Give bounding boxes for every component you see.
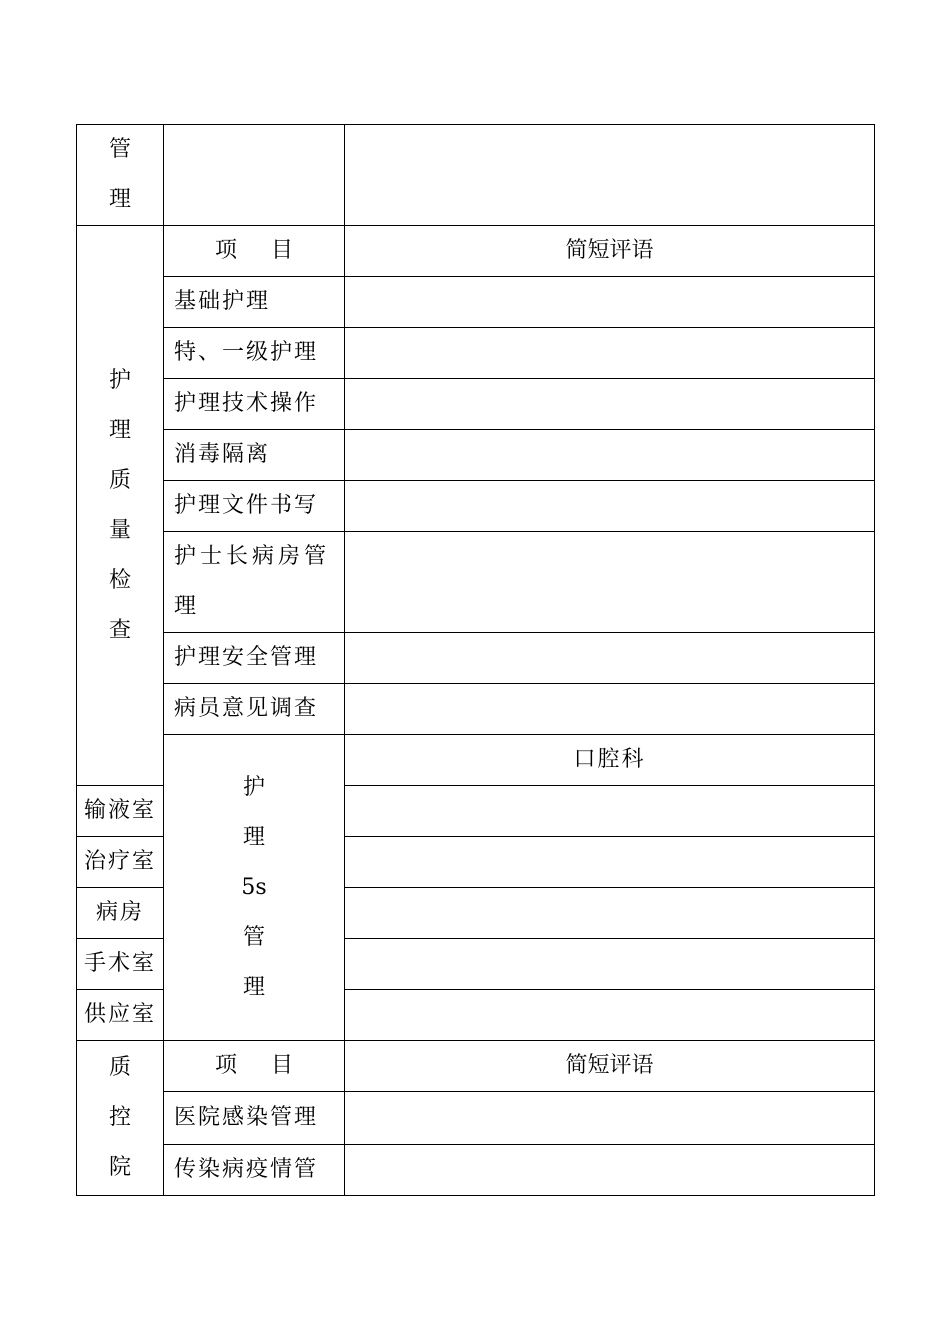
category-char: 管 [242,924,265,950]
quality-comment-input[interactable] [345,481,875,532]
five-s-item-label: 供应室 [77,990,164,1041]
qc-comment-input[interactable] [345,1145,875,1196]
category-char: 院 [108,1155,131,1180]
category-char: 理 [108,187,131,212]
quality-header-row [77,226,875,277]
table-row [77,430,875,481]
table-row [77,277,875,328]
qc-header-row [77,1041,875,1092]
five-s-comment-input[interactable] [345,888,875,939]
quality-comment-input[interactable] [345,633,875,684]
category-char: 理 [108,417,131,443]
quality-category-cell [77,226,164,786]
quality-item-label: 基础护理 [164,277,345,328]
quality-header-item [164,226,345,277]
five-s-comment-input[interactable] [345,990,875,1041]
quality-item-label: 护理安全管理 [164,633,345,684]
quality-comment-input[interactable] [345,277,875,328]
quality-comment-input[interactable] [345,430,875,481]
quality-item-label: 消毒隔离 [164,430,345,481]
qc-header-item [164,1041,345,1092]
header-item-char-b: 目 [271,238,294,263]
category-char: 理 [242,974,265,1000]
header-item-char-a: 项 [214,238,237,263]
category-char: 质 [108,467,131,493]
table-row [77,633,875,684]
quality-item-label: 病员意见调查 [164,684,345,735]
five-s-comment-input[interactable] [345,786,875,837]
five-s-item-label: 手术室 [77,939,164,990]
category-char: 检 [108,567,131,593]
table-row [77,1145,875,1196]
quality-comment-input[interactable] [345,684,875,735]
table-row [77,328,875,379]
qc-comment-input[interactable] [345,1092,875,1145]
category-char: 质 [108,1055,131,1080]
five-s-comment-input[interactable] [345,837,875,888]
quality-comment-input[interactable] [345,532,875,633]
quality-comment-input[interactable] [345,379,875,430]
quality-item-label: 护理技术操作 [164,379,345,430]
qc-header-comment: 简短评语 [345,1041,875,1092]
quality-comment-input[interactable] [345,328,875,379]
evaluation-form-table [76,124,875,1196]
category-char: 理 [242,824,265,850]
category-char: 控 [108,1105,131,1130]
table-row [77,379,875,430]
five-s-category-cell [164,735,345,1041]
management-row [77,125,875,226]
five-s-item-label: 治疗室 [77,837,164,888]
category-char: 5s [241,874,267,900]
category-char: 查 [108,617,131,643]
five-s-item-label: 口腔科 [345,735,875,786]
management-comment-cell[interactable] [345,125,875,226]
table-row [77,684,875,735]
category-char: 护 [108,367,131,393]
table-row [77,481,875,532]
table-row [77,532,875,633]
header-item-char-b: 目 [271,1053,294,1078]
category-char: 量 [108,517,131,543]
table-row [77,1092,875,1145]
category-char: 管 [108,137,131,162]
quality-item-label: 特、一级护理 [164,328,345,379]
five-s-item-label: 输液室 [77,786,164,837]
qc-category-cell [77,1041,164,1196]
five-s-item-label: 病房 [77,888,164,939]
quality-item-label: 护士长病房管理 [164,532,345,633]
quality-item-label: 护理文件书写 [164,481,345,532]
quality-header-comment: 简短评语 [345,226,875,277]
qc-item-label: 医院感染管理 [164,1092,345,1145]
category-char: 护 [242,774,265,800]
management-item-cell[interactable] [164,125,345,226]
management-category-cell [77,125,164,226]
table-row [77,735,875,786]
qc-item-label: 传染病疫情管 [164,1145,345,1196]
header-item-char-a: 项 [214,1053,237,1078]
five-s-comment-input[interactable] [345,939,875,990]
